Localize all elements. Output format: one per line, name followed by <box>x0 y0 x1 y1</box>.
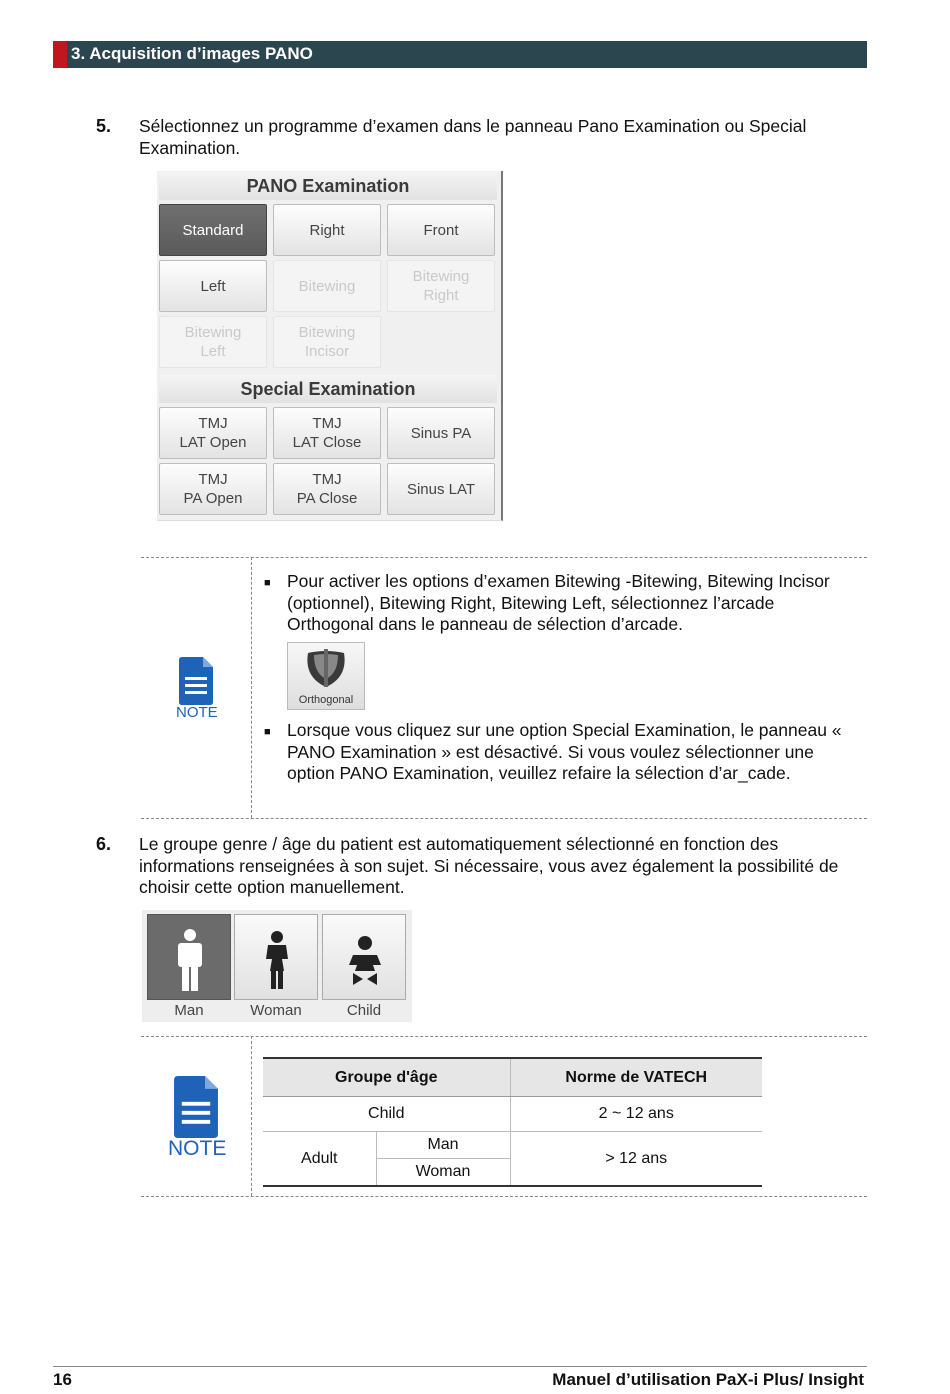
note-bullet-text: Pour activer les options d’examen Bitewing -Bitewing, Bitewing Incisor (optionnel), Bitewing Right, Bitewing Left, sélectionnez l’arcade Orthogonal dans le panneau de sélection d’arcade. <box>287 571 830 634</box>
table-cell-woman: Woman <box>376 1159 510 1187</box>
child-label: Child <box>346 1002 382 1019</box>
step-text: Le groupe genre / âge du patient est automatiquement sélectionné en fonction des informations renseignées à son sujet. Si nécessaire, vous avez également la possibilité de choisir cette option manuellement. <box>139 834 839 897</box>
page-number: 16 <box>53 1370 72 1389</box>
note-border-top <box>141 1036 867 1037</box>
note-divider <box>251 557 252 818</box>
age-group-table <box>263 1057 762 1187</box>
table-cell-child: Child <box>263 1097 510 1132</box>
table-header-age-group: Groupe d'âge <box>263 1058 510 1097</box>
header-accent <box>53 41 67 68</box>
exam-button-right[interactable]: Right <box>273 204 381 256</box>
exam-button-bitewing-left[interactable]: Bitewing Left <box>159 316 267 368</box>
exam-button-sinus-lat[interactable]: Sinus LAT <box>387 463 495 515</box>
note-label: NOTE <box>168 1137 227 1160</box>
man-button[interactable] <box>147 914 231 1000</box>
orthogonal-label: Orthogonal <box>298 694 354 706</box>
pano-examination-title: PANO Examination <box>159 172 497 200</box>
bullet-marker: ■ <box>264 726 271 738</box>
note-border-bottom <box>141 818 867 819</box>
exam-button-bitewing-incisor[interactable]: Bitewing Incisor <box>273 316 381 368</box>
exam-button-standard[interactable]: Standard <box>159 204 267 256</box>
exam-button-bitewing-right[interactable]: Bitewing Right <box>387 260 495 312</box>
woman-button[interactable] <box>234 914 318 1000</box>
footer-manual-title: Manuel d’utilisation PaX-i Plus/ Insight <box>552 1370 864 1389</box>
pano-examination-panel <box>157 171 503 521</box>
gender-age-panel <box>142 910 412 1022</box>
step-number: 6. <box>96 834 112 854</box>
man-label: Man <box>174 1002 204 1019</box>
bullet-marker: ■ <box>264 577 271 589</box>
woman-icon <box>262 931 292 991</box>
note-border-bottom <box>141 1196 867 1197</box>
exam-button-left[interactable]: Left <box>159 260 267 312</box>
exam-button-sinus-pa[interactable]: Sinus PA <box>387 407 495 459</box>
note-document-icon <box>179 657 213 705</box>
note-border-top <box>141 557 867 558</box>
orthogonal-arch-button[interactable] <box>287 642 365 710</box>
table-header-norm: Norme de VATECH <box>510 1058 762 1097</box>
step-text: Sélectionnez un programme d’examen dans le panneau Pano Examination ou Special Examination. <box>139 116 807 158</box>
exam-button-tmj-lat-open[interactable]: TMJ LAT Open <box>159 407 267 459</box>
note-label: NOTE <box>176 704 218 721</box>
exam-button-front[interactable]: Front <box>387 204 495 256</box>
table-cell-man: Man <box>376 1132 510 1159</box>
woman-label: Woman <box>250 1002 302 1019</box>
note-document-icon <box>173 1076 219 1138</box>
chapter-title: 3. Acquisition d’images PANO <box>71 44 313 63</box>
footer-rule <box>53 1366 867 1367</box>
man-icon <box>175 929 205 991</box>
exam-button-tmj-pa-close[interactable]: TMJ PA Close <box>273 463 381 515</box>
note-bullet-text: Lorsque vous cliquez sur une option Special Examination, le panneau « PANO Examination » est désactivé. Si vous voulez sélectionner une option PANO Examination, veuillez refaire la sélection d’ar_cade. <box>287 720 842 783</box>
table-cell-adult-norm: > 12 ans <box>510 1132 762 1187</box>
chapter-header <box>53 41 867 68</box>
table-cell-adult: Adult <box>263 1132 376 1187</box>
exam-button-tmj-lat-close[interactable]: TMJ LAT Close <box>273 407 381 459</box>
note-divider <box>251 1036 252 1196</box>
table-cell-child-norm: 2 ~ 12 ans <box>510 1097 762 1132</box>
special-examination-title: Special Examination <box>159 375 497 403</box>
exam-button-bitewing[interactable]: Bitewing <box>273 260 381 312</box>
child-button[interactable] <box>322 914 406 1000</box>
child-icon <box>345 935 385 987</box>
orthogonal-arch-icon <box>304 647 348 691</box>
step-number: 5. <box>96 116 112 136</box>
exam-button-tmj-pa-open[interactable]: TMJ PA Open <box>159 463 267 515</box>
